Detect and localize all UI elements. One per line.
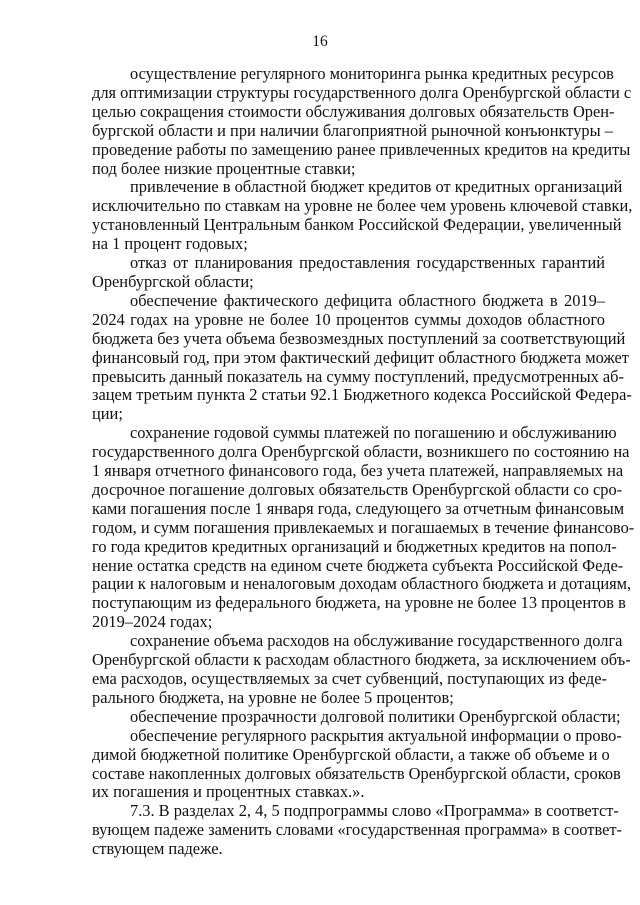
text-line: сохранение годовой суммы платежей по погашению и обслуживанию bbox=[130, 423, 617, 443]
text-line: ции; bbox=[92, 404, 123, 424]
text-line: бюджета без учета объема безвозмездных поступлений за соответствующий bbox=[92, 328, 626, 348]
paragraph bbox=[92, 177, 633, 254]
text-line: их погашения и процентных ставках.». bbox=[92, 782, 365, 802]
paragraph bbox=[92, 801, 622, 859]
text-line: ками погашения после 1 января года, следующего за отчетным финансовым bbox=[92, 498, 625, 518]
text-line: ема расходов, осуществляемых за счет субвенций, поступающих из феде- bbox=[92, 669, 608, 688]
text-line: целью сокращения стоимости обслуживания долговых обязательств Орен- bbox=[92, 101, 615, 121]
text-line: 7.3. В разделах 2, 4, 5 подпрограммы слово «Программа» в соответст- bbox=[130, 801, 619, 821]
text-line: зацем третьим пункта 2 статьи 92.1 Бюджетного кодекса Российской Федера- bbox=[92, 385, 632, 405]
document-body bbox=[92, 64, 635, 859]
text-line: бургской области и при наличии благоприятной рыночной конъюнктуры – bbox=[92, 120, 613, 140]
paragraph bbox=[92, 290, 632, 424]
text-line: вующем падеже заменить словами «государственная программа» в соответ- bbox=[92, 820, 622, 840]
paragraph bbox=[92, 706, 621, 727]
text-line: отказ от планирования предоставления государственных гарантий bbox=[130, 253, 605, 273]
text-line: го года кредитов кредитных организаций и бюджетных кредитов на попол- bbox=[92, 536, 617, 556]
paragraph bbox=[92, 423, 635, 632]
text-line: исключительно по ставкам на уровне не более чем уровень ключевой ставки, bbox=[92, 196, 633, 216]
text-line: под более низкие процентные ставки; bbox=[92, 158, 356, 178]
text-line: годом, и сумм погашения привлекаемых и погашаемых в течение финансово- bbox=[92, 517, 635, 537]
text-line: обеспечение прозрачности долговой политики Оренбургской области; bbox=[130, 706, 621, 726]
text-line: для оптимизации структуры государственного долга Оренбургской области с bbox=[92, 82, 632, 102]
text-line: поступающим из федерального бюджета, на уровне не более 13 процентов в bbox=[92, 593, 626, 613]
text-line: проведение работы по замещению ранее привлеченных кредитов на кредиты bbox=[92, 139, 631, 159]
text-line: нение остатка средств на едином счете бюджета субъекта Российской Феде- bbox=[92, 555, 624, 575]
text-line: составе накопленных долговых обязательств Оренбургской области, сроков bbox=[92, 763, 621, 783]
text-line: 2019–2024 годах; bbox=[92, 612, 213, 632]
text-line: досрочное погашение долговых обязательств Оренбургской области со сро- bbox=[92, 479, 623, 499]
paragraph bbox=[92, 631, 631, 708]
text-line: превысить данный показатель на сумму поступлений, предусмотренных аб- bbox=[92, 366, 624, 386]
text-line: сохранение объема расходов на обслуживание государственного долга bbox=[130, 631, 623, 651]
text-line: димой бюджетной политике Оренбургской области, а также об объеме и о bbox=[92, 744, 610, 764]
paragraph bbox=[92, 725, 622, 803]
paragraph bbox=[92, 254, 605, 292]
text-line: рального бюджета, на уровне не более 5 процентов; bbox=[92, 687, 454, 707]
text-line: Оренбургской области к расходам областного бюджета, за исключением объ- bbox=[92, 650, 631, 670]
text-line: 2024 годах на уровне не более 10 процентов суммы доходов областного bbox=[92, 309, 605, 329]
text-line: финансовый год, при этом фактический дефицит областного бюджета может bbox=[92, 347, 629, 367]
text-line: установленный Центральным банком Российской Федерации, увеличенный bbox=[92, 215, 622, 235]
text-line: на 1 процент годовых; bbox=[92, 234, 248, 254]
paragraph bbox=[92, 64, 632, 178]
text-line: ствующем падеже. bbox=[92, 839, 223, 859]
text-line: обеспечение фактического дефицита областного бюджета в 2019– bbox=[130, 290, 605, 310]
page-number: 16 bbox=[312, 33, 328, 50]
text-line: Оренбургской области; bbox=[92, 271, 254, 291]
text-line: государственного долга Оренбургской области, возникшего по состоянию на bbox=[92, 442, 630, 462]
text-line: привлечение в областной бюджет кредитов от кредитных организаций bbox=[130, 177, 623, 197]
text-line: 1 января отчетного финансового года, без учета платежей, направляемых на bbox=[92, 461, 624, 481]
text-line: осуществление регулярного мониторинга рынка кредитных ресурсов bbox=[130, 64, 614, 83]
text-line: обеспечение регулярного раскрытия актуальной информации о прово- bbox=[130, 725, 622, 745]
text-line: рации к налоговым и неналоговым доходам областного бюджета и дотациям, bbox=[92, 574, 632, 594]
